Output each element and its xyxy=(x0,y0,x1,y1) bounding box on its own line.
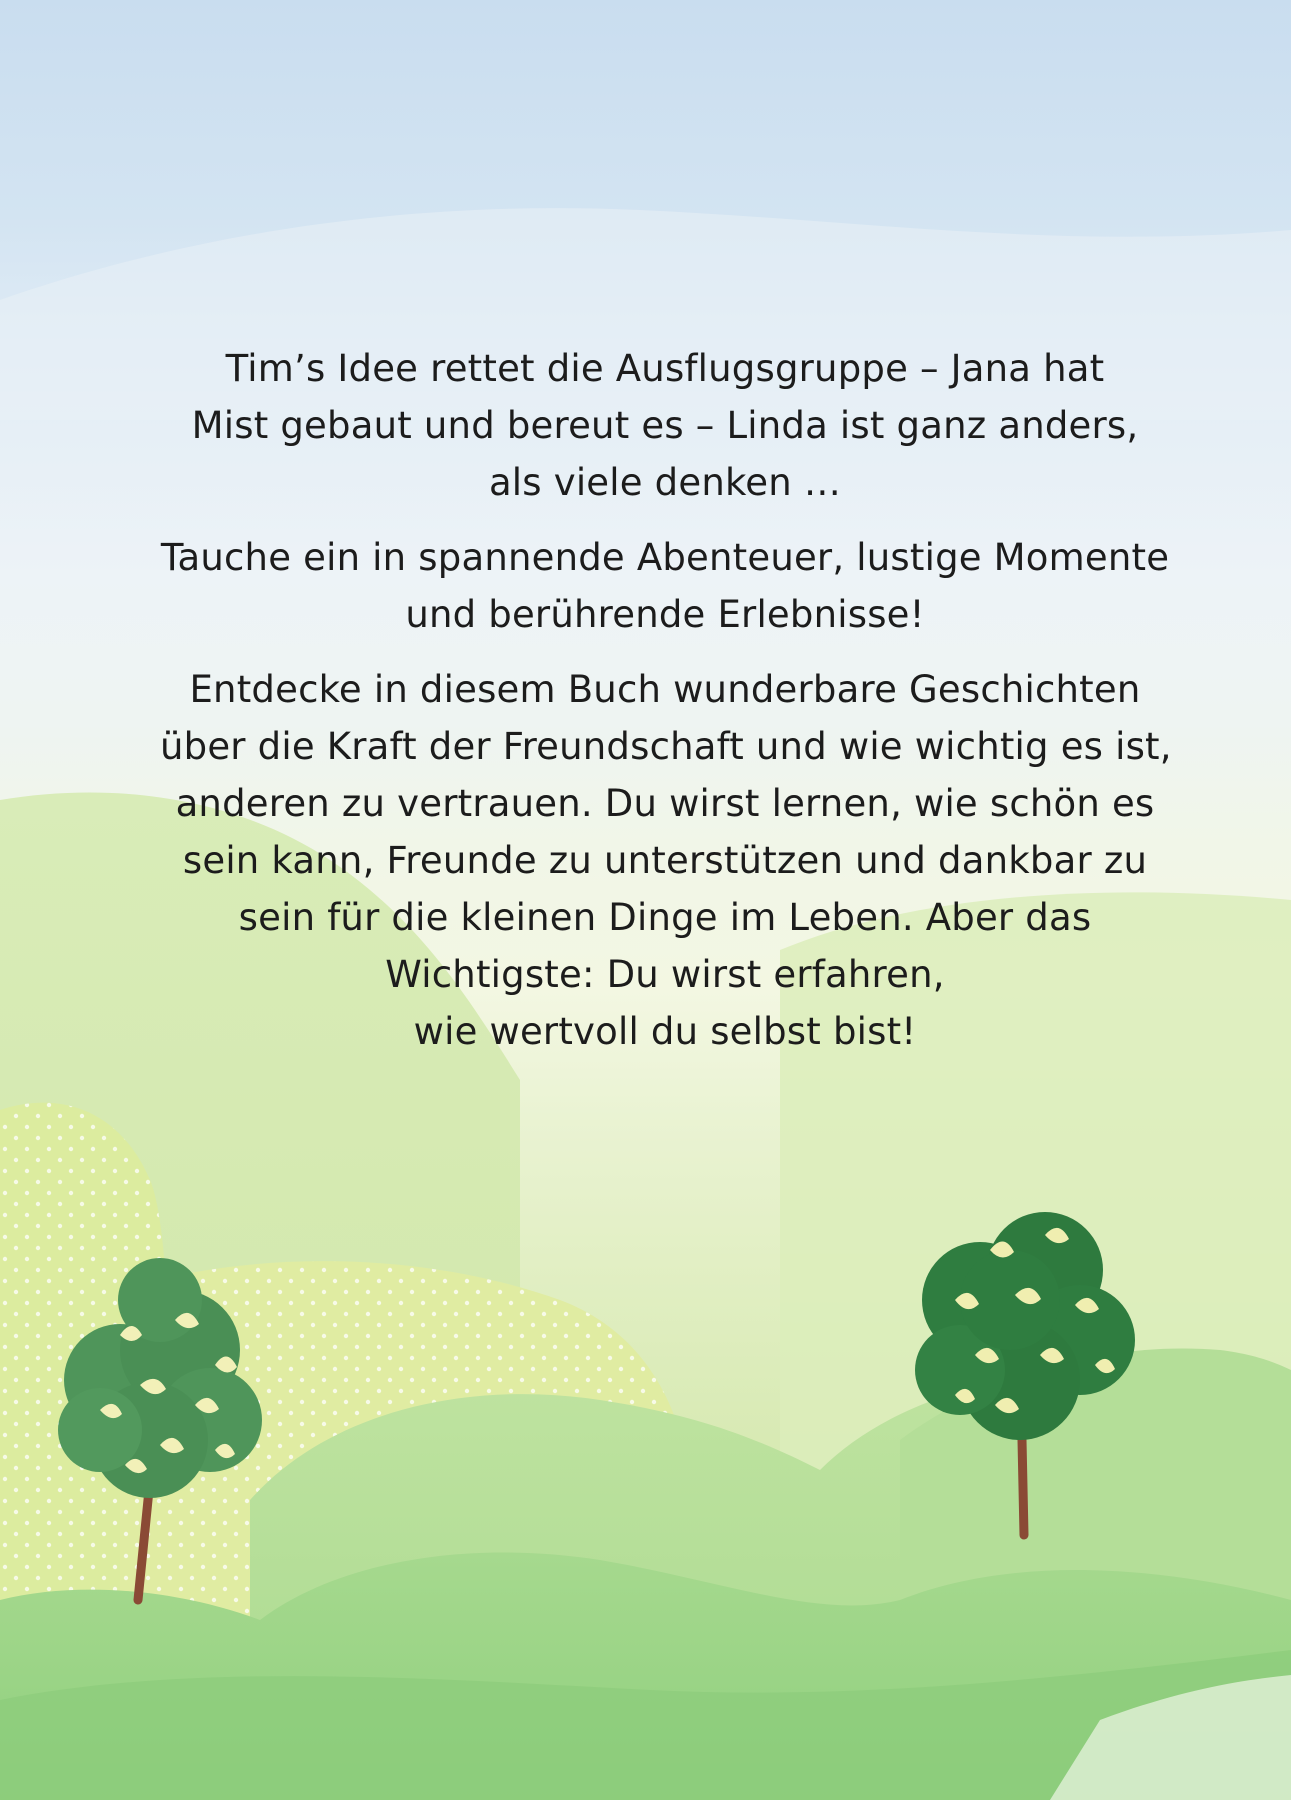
tree-right-trunk xyxy=(1022,1440,1024,1535)
blurb-line: und berührende Erlebnisse! xyxy=(405,593,925,636)
blurb-line: sein für die kleinen Dinge im Leben. Aber das xyxy=(238,896,1092,939)
blurb-paragraph-teaser xyxy=(160,340,1170,511)
blurb-line: wie wertvoll du selbst bist! xyxy=(413,1010,917,1053)
blurb-line: als viele denken … xyxy=(488,461,842,504)
blurb-line: Entdecke in diesem Buch wunderbare Geschichten xyxy=(189,668,1141,711)
blurb-line: Tauche ein in spannende Abenteuer, lustige Momente xyxy=(160,536,1170,579)
blurb-paragraph-invitation xyxy=(160,529,1170,643)
blurb-line: Mist gebaut und bereut es – Linda ist ganz anders, xyxy=(191,404,1139,447)
blurb-line: sein kann, Freunde zu unterstützen und dankbar zu xyxy=(182,839,1148,882)
back-cover-blurb xyxy=(160,340,1170,1078)
blurb-line: über die Kraft der Freundschaft und wie wichtig es ist, xyxy=(160,725,1172,768)
blurb-line: Tim’s Idee rettet die Ausflugsgruppe – Jana hat xyxy=(225,347,1105,390)
blurb-line: anderen zu vertrauen. Du wirst lernen, wie schön es xyxy=(175,782,1155,825)
blurb-line: Wichtigste: Du wirst erfahren, xyxy=(385,953,945,996)
blurb-paragraph-description xyxy=(160,661,1170,1060)
